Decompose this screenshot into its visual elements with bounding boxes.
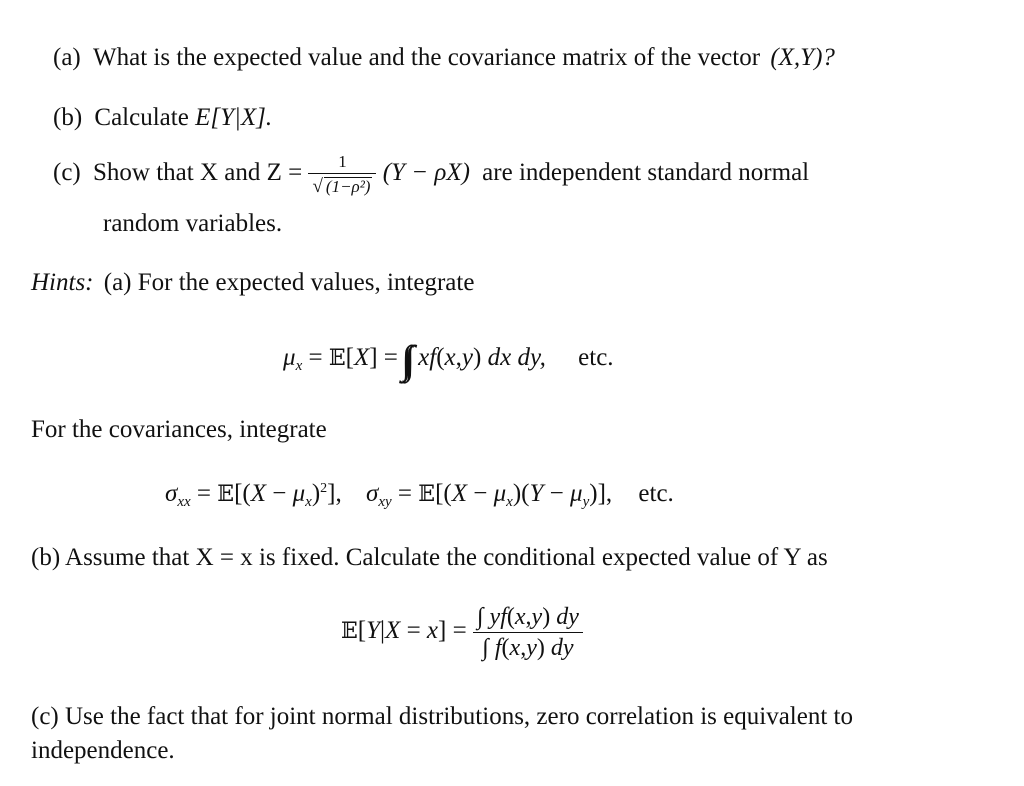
hint-b-text: (b) Assume that X = x is fixed. Calculate the conditional expected value of Y as xyxy=(31,544,828,571)
question-b-expr: E[Y|X]. xyxy=(195,104,273,131)
hint-c-line2: independence. xyxy=(31,737,175,764)
question-a-marker: (a) xyxy=(53,44,81,71)
question-c-fraction: $\frac{1}{\text{√ (1−ρ²)}}$ xyxy=(308,153,376,196)
question-b-text: Calculate xyxy=(94,104,189,131)
question-c-text-after: are independent standard normal xyxy=(482,159,810,187)
question-c-frac-denominator: (1−ρ²) xyxy=(325,177,371,196)
hints-label: Hints: xyxy=(31,269,94,296)
question-c-continuation: random variables. xyxy=(103,210,283,237)
question-a xyxy=(53,45,835,70)
equation-conditional-expectation: 𝔼[Y|X = x] = $\frac{\int yf(x,y) dy}{\int f(x,y) dy}$ xyxy=(341,605,583,660)
question-c xyxy=(53,153,809,196)
hint-c-line1: (c) Use the fact that for joint normal distributions, zero correlation is equivalent to xyxy=(31,703,853,730)
question-b xyxy=(53,105,272,130)
question-c-marker: (c) xyxy=(53,159,81,187)
question-b-marker: (b) xyxy=(53,104,83,131)
equation-expected-value-tail: etc. xyxy=(578,344,614,371)
question-c-text-before: Show that X and Z = xyxy=(93,159,303,187)
hint-a-text: (a) For the expected values, integrate xyxy=(103,269,475,296)
question-c-frac-numerator: 1 xyxy=(308,153,376,174)
question-a-text: What is the expected value and the covariance matrix of the vector xyxy=(93,44,761,71)
equation-covariances-tail: etc. xyxy=(638,480,674,507)
question-a-vector: (X,Y)? xyxy=(770,44,835,71)
hint-a-line xyxy=(31,270,474,295)
question-c-expr: (Y − ρX) xyxy=(382,159,470,187)
equation-expected-value: $\mu_x$ = 𝔼[X] = xf(x,y) dx dy, etc. xyxy=(283,344,614,374)
hint-covariance-text: For the covariances, integrate xyxy=(31,416,327,443)
equation-covariances: $\sigma_{xx}$ = 𝔼[(X − $\mu_x)^2$], $\sigma_{xy}$ = 𝔼[(X − $\mu_x)(Y - \mu_y)$], etc. xyxy=(165,480,674,510)
